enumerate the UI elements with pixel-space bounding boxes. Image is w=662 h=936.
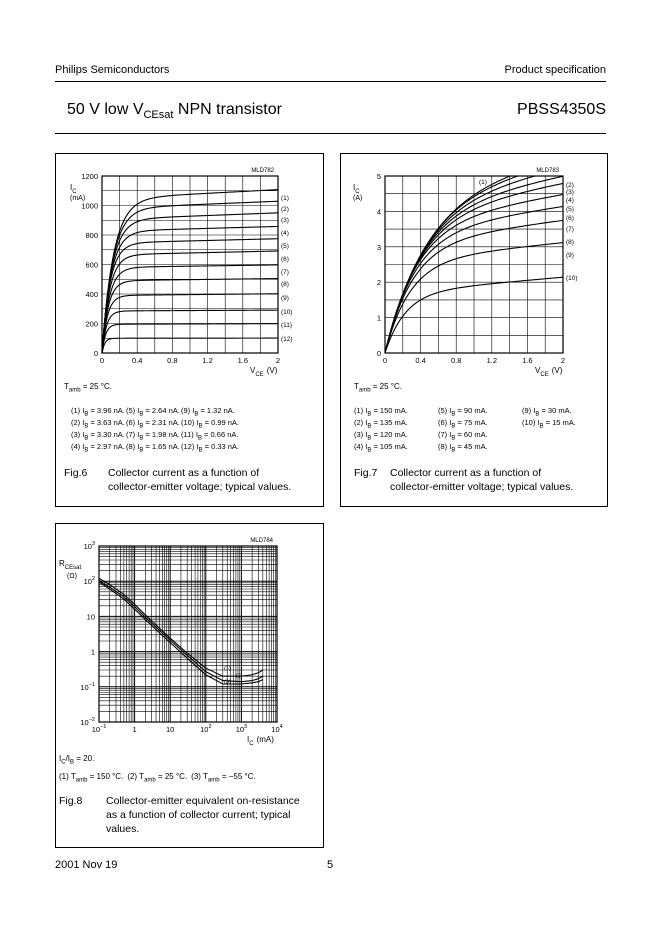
fig6-y-tick: 800 bbox=[85, 231, 98, 240]
cond-sub: amb bbox=[75, 777, 88, 784]
legend-sub: B bbox=[197, 435, 202, 442]
fig6-legend-item: (5) $I_B = 2.64$ nA. bbox=[126, 406, 180, 418]
cond-symbol: T bbox=[203, 772, 208, 781]
fig8-x-label-sub: C bbox=[249, 741, 254, 747]
fig6-curve-label-7: (7) bbox=[281, 269, 289, 276]
header-rule bbox=[55, 81, 606, 82]
fig7-x-tick: 0.8 bbox=[450, 356, 462, 365]
legend-value: = 0.33 nA. bbox=[202, 442, 240, 451]
fig7-grid bbox=[385, 176, 563, 353]
fig8-cond1-sub-b: B bbox=[70, 759, 75, 766]
legend-sub: B bbox=[451, 423, 456, 430]
part-number: PBSS4350S bbox=[517, 101, 606, 118]
fig8-cond1-i: I bbox=[59, 754, 62, 763]
fig8-y-tick-exp: 3 bbox=[91, 541, 95, 547]
fig6-legend-item: (2) $I_B = 3.63$ nA. bbox=[71, 418, 125, 430]
fig8-x-label bbox=[247, 735, 274, 747]
fig6-curve-label-8: (8) bbox=[281, 281, 289, 288]
fig7-legend-item: (8) $I_B = 45$ mA. bbox=[438, 442, 488, 454]
legend-number: (3) bbox=[354, 430, 364, 439]
fig6-code: MLD782 bbox=[251, 168, 274, 174]
fig8-cond1-slash: /I bbox=[65, 754, 71, 763]
fig7-legend-item: (6) $I_B = 75$ mA. bbox=[438, 418, 488, 430]
legend-sub: B bbox=[84, 447, 89, 454]
fig6-y-tick: 600 bbox=[85, 260, 98, 270]
fig7-legend-item: (1) $I_B = 150$ mA. bbox=[354, 406, 408, 418]
fig6-legend-item: (8) $I_B = 1.65$ nA. bbox=[126, 442, 180, 454]
fig6-legend-item: (12) $I_B = 0.33$ nA. bbox=[181, 442, 240, 454]
legend-sub: B bbox=[84, 423, 89, 430]
fig6-legend-item: (6) $I_B = 2.31$ nA. bbox=[126, 418, 180, 430]
cond-number: (1) bbox=[59, 772, 69, 781]
fig8-y-label bbox=[59, 559, 81, 571]
title-subscript: CEsat bbox=[143, 109, 174, 122]
fig6-y-label bbox=[70, 183, 77, 195]
fig6-y-tick: 0 bbox=[93, 349, 98, 358]
legend-number: (1) bbox=[354, 406, 364, 415]
fig7-curve-label-7: (7) bbox=[566, 226, 574, 233]
legend-sub: B bbox=[367, 423, 372, 430]
legend-number: (4) bbox=[71, 442, 81, 451]
legend-value: = 15 mA. bbox=[543, 418, 576, 427]
legend-value: = 45 mA. bbox=[455, 442, 488, 451]
company-name: Philips Semiconductors bbox=[55, 64, 170, 76]
fig6-curve-label-10: (10) bbox=[281, 309, 293, 316]
cond-number: (3) bbox=[191, 772, 201, 781]
legend-value: = 3.96 nA. bbox=[88, 406, 125, 415]
legend-number: (12) bbox=[181, 442, 195, 451]
document-title bbox=[67, 101, 282, 121]
fig8-caption-line-1: Collector-emitter equivalent on-resistance bbox=[106, 795, 300, 807]
fig8-x-label-symbol: I bbox=[247, 735, 250, 744]
fig7-cond-value: = 25 °C. bbox=[370, 382, 402, 391]
legend-number: (4) bbox=[354, 442, 364, 451]
fig8-y-label-symbol: R bbox=[59, 559, 65, 568]
legend-number: (5) bbox=[126, 406, 136, 415]
legend-number: (6) bbox=[438, 418, 448, 427]
fig6-cond-value: = 25 °C. bbox=[80, 382, 112, 391]
fig7-caption-line-1: Collector current as a function of bbox=[390, 467, 542, 479]
fig7-curve-label-6: (6) bbox=[566, 215, 574, 222]
fig8-x-tick-exp: −1 bbox=[100, 724, 107, 730]
legend-number: (6) bbox=[126, 418, 136, 427]
fig8-y-tick-exp: −2 bbox=[88, 717, 95, 723]
legend-sub: B bbox=[194, 411, 199, 418]
fig8-x-tick-base: 10 bbox=[166, 725, 175, 734]
fig8-x-tick bbox=[133, 725, 137, 734]
fig8-caption-number: Fig.8 bbox=[59, 795, 83, 807]
fig7-caption-number: Fig.7 bbox=[354, 467, 378, 479]
fig6-x-tick: 0.8 bbox=[167, 356, 178, 365]
fig6-legend-item: (3) $I_B = 3.30$ nA. bbox=[71, 430, 125, 442]
legend-sub: B bbox=[367, 435, 372, 442]
legend-sub: B bbox=[139, 435, 144, 442]
fig7-y-tick: 5 bbox=[376, 172, 381, 181]
fig8-y-tick-base: 10 bbox=[80, 718, 89, 727]
legend-number: (1) bbox=[71, 406, 81, 415]
cond-sub: amb bbox=[207, 777, 220, 784]
fig7-y-tick: 2 bbox=[376, 278, 381, 288]
legend-number: (7) bbox=[438, 430, 448, 439]
fig8-y-unit: (Ω) bbox=[67, 573, 77, 580]
legend-number: (9) bbox=[522, 406, 532, 415]
fig8-x-tick-exp: 2 bbox=[208, 724, 212, 730]
fig6-curve-label-11: (11) bbox=[281, 322, 293, 329]
fig8-x-tick-base: 10 bbox=[91, 725, 101, 734]
fig7-condition bbox=[354, 382, 402, 394]
fig6-x-label-symbol: V bbox=[250, 366, 256, 375]
legend-value: = 2.97 nA. bbox=[88, 442, 125, 451]
fig7-legend-item: (9) $I_B = 30$ mA. bbox=[522, 406, 572, 418]
fig6-curve-label-2: (2) bbox=[281, 206, 289, 213]
legend-sub: B bbox=[451, 411, 456, 418]
legend-value: = 2.31 nA. bbox=[143, 418, 180, 427]
fig8-x-tick bbox=[200, 724, 211, 734]
fig8-y-tick-base: 10 bbox=[86, 612, 95, 622]
legend-number: (5) bbox=[438, 406, 448, 415]
title-rule bbox=[55, 133, 606, 134]
fig7-x-tick: 2 bbox=[560, 356, 566, 365]
fig6-y-tick: 1000 bbox=[81, 201, 98, 211]
fig8-caption-line-3: values. bbox=[106, 823, 140, 835]
cond-sub: amb bbox=[144, 777, 156, 784]
legend-sub: B bbox=[451, 447, 456, 454]
figure-7-panel bbox=[340, 153, 608, 507]
fig7-y-tick: 1 bbox=[376, 313, 381, 323]
fig7-x-tick: 0.4 bbox=[415, 356, 426, 365]
fig6-caption-line-1: Collector current as a function of bbox=[108, 467, 260, 479]
legend-sub: B bbox=[84, 411, 89, 418]
fig6-y-tick: 200 bbox=[85, 319, 98, 329]
cond-number: (2) bbox=[127, 772, 138, 781]
fig8-y-tick bbox=[84, 576, 95, 586]
fig7-legend-item: (2) $I_B = 135$ mA. bbox=[354, 418, 408, 430]
cond-symbol: T bbox=[70, 772, 76, 781]
fig7-legend-item: (7) $I_B = 60$ mA. bbox=[438, 430, 488, 442]
fig8-y-tick bbox=[80, 682, 95, 692]
fig7-caption-line-2: collector-emitter voltage; typical values. bbox=[390, 481, 574, 493]
fig7-x-tick: 0 bbox=[382, 356, 388, 365]
legend-number: (10) bbox=[522, 418, 536, 427]
cond-value: = 25 °C. bbox=[155, 772, 188, 781]
fig6-cond-sub: amb bbox=[68, 387, 81, 394]
title-part-b: NPN transistor bbox=[173, 101, 282, 118]
fig6-x-tick: 2 bbox=[275, 356, 281, 365]
fig6-y-label-symbol: I bbox=[70, 183, 73, 192]
legend-value: = 60 mA. bbox=[455, 430, 488, 439]
fig7-curve-label-10: (10) bbox=[566, 275, 578, 282]
fig8-curve-label-3: (3) bbox=[223, 679, 231, 686]
fig8-x-tick-base: 1 bbox=[132, 725, 137, 734]
legend-number: (11) bbox=[181, 430, 194, 439]
fig8-y-tick-base: 10 bbox=[80, 682, 89, 692]
fig7-y-tick: 4 bbox=[376, 207, 381, 217]
fig6-curve-label-1: (1) bbox=[281, 195, 289, 202]
fig8-cond1-sub-c: C bbox=[61, 759, 66, 766]
fig7-curve-label-9: (9) bbox=[566, 252, 574, 259]
fig8-condition-2 bbox=[59, 772, 260, 784]
legend-value: = 0.66 nA. bbox=[201, 430, 239, 439]
legend-number: (8) bbox=[126, 442, 136, 451]
fig8-x-tick-base: 10 bbox=[235, 725, 245, 734]
fig7-curve-label-8: (8) bbox=[566, 239, 574, 246]
legend-number: (2) bbox=[71, 418, 81, 427]
fig6-curve-label-3: (3) bbox=[281, 217, 289, 224]
fig7-x-tick: 1.6 bbox=[522, 356, 533, 365]
fig8-grid bbox=[99, 546, 277, 722]
fig7-x-label-sub: CE bbox=[540, 372, 549, 378]
fig7-curve-label-2: (2) bbox=[566, 182, 574, 189]
legend-value: = 2.64 nA. bbox=[143, 406, 180, 415]
fig7-cond-symbol: T bbox=[354, 382, 359, 391]
fig6-curve-label-4: (4) bbox=[281, 230, 289, 237]
page-number: 5 bbox=[327, 859, 334, 871]
cond-symbol: T bbox=[139, 772, 145, 781]
fig7-legend-item: (10) $I_B = 15$ mA. bbox=[522, 418, 576, 430]
fig8-x-tick bbox=[92, 724, 107, 734]
figure-8-panel bbox=[55, 523, 324, 848]
fig8-y-label-sub: CEsat bbox=[64, 565, 82, 571]
legend-sub: B bbox=[198, 447, 203, 454]
fig7-y-tick: 3 bbox=[376, 242, 381, 252]
fig7-x-tick: 1.2 bbox=[486, 356, 498, 365]
fig8-y-tick-exp: −1 bbox=[88, 681, 95, 688]
fig8-code: MLD784 bbox=[250, 538, 273, 544]
fig6-x-tick: 1.2 bbox=[202, 356, 213, 365]
fig7-x-label-unit: (V) bbox=[551, 366, 563, 375]
legend-sub: B bbox=[367, 411, 372, 418]
legend-value: = 0.99 nA. bbox=[202, 418, 240, 427]
legend-value: = 1.65 nA. bbox=[143, 442, 180, 451]
fig8-cond1-value: = 20. bbox=[74, 754, 95, 763]
legend-number: (2) bbox=[354, 418, 364, 427]
fig8-x-tick bbox=[236, 724, 247, 734]
fig8-caption-line-2: as a function of collector current; typical bbox=[106, 809, 291, 821]
fig8-condition-item bbox=[59, 772, 124, 784]
fig8-condition-1 bbox=[59, 754, 94, 766]
fig8-x-tick bbox=[271, 724, 282, 734]
fig6-y-tick: 1200 bbox=[81, 172, 98, 181]
fig8-y-tick-base: 1 bbox=[90, 647, 95, 657]
legend-sub: B bbox=[84, 435, 89, 442]
fig6-x-label bbox=[250, 366, 278, 378]
title-part-a: 50 V low V bbox=[67, 101, 144, 118]
fig7-x-label-symbol: V bbox=[535, 366, 541, 375]
fig8-curve-label-1: (1) bbox=[223, 666, 231, 673]
fig8-y-tick-base: 10 bbox=[83, 542, 92, 551]
legend-value: = 30 mA. bbox=[539, 406, 572, 415]
legend-number: (9) bbox=[181, 406, 191, 415]
footer-date: 2001 Nov 19 bbox=[55, 859, 118, 871]
fig6-curve-label-12: (12) bbox=[281, 336, 293, 343]
fig8-condition-item bbox=[127, 772, 188, 784]
legend-value: = 1.32 nA. bbox=[198, 406, 235, 415]
fig7-code: MLD783 bbox=[536, 168, 559, 174]
legend-number: (8) bbox=[438, 442, 448, 451]
fig6-caption-line-2: collector-emitter voltage; typical values. bbox=[108, 481, 292, 493]
fig8-x-tick-exp: 4 bbox=[279, 724, 283, 730]
legend-value: = 105 mA. bbox=[371, 442, 408, 451]
fig6-cond-symbol: T bbox=[64, 382, 69, 391]
fig6-x-label-unit: (V) bbox=[266, 366, 278, 375]
legend-value: = 120 mA. bbox=[371, 430, 408, 439]
legend-value: = 90 mA. bbox=[455, 406, 488, 415]
fig7-cond-sub: amb bbox=[358, 387, 371, 394]
cond-value: = 150 °C. bbox=[87, 772, 124, 781]
fig6-caption-number: Fig.6 bbox=[64, 467, 88, 479]
fig8-x-tick-base: 10 bbox=[200, 725, 209, 734]
figure-6-panel bbox=[55, 153, 324, 507]
fig6-legend-item: (11) $I_B = 0.66$ nA. bbox=[181, 430, 239, 442]
legend-sub: B bbox=[139, 423, 144, 430]
fig7-legend-item: (5) $I_B = 90$ mA. bbox=[438, 406, 488, 418]
fig8-condition-item bbox=[191, 772, 256, 784]
fig6-legend-item: (9) $I_B = 1.32$ nA. bbox=[181, 406, 235, 418]
fig6-curve-label-5: (5) bbox=[281, 243, 289, 250]
fig7-curve-label-5: (5) bbox=[566, 206, 574, 213]
legend-number: (10) bbox=[181, 418, 195, 427]
legend-sub: B bbox=[139, 447, 144, 454]
fig6-x-tick: 0 bbox=[99, 356, 105, 365]
fig8-x-label-unit: (mA) bbox=[256, 735, 274, 744]
fig6-legend-item: (7) $I_B = 1.98$ nA. bbox=[126, 430, 180, 442]
fig6-curve-label-6: (6) bbox=[281, 256, 289, 263]
legend-sub: B bbox=[198, 423, 203, 430]
legend-value: = 3.63 nA. bbox=[88, 418, 125, 427]
fig6-curve-label-9: (9) bbox=[281, 295, 289, 302]
fig7-x-label bbox=[535, 366, 563, 378]
fig7-y-label-sub: C bbox=[355, 189, 360, 195]
legend-sub: B bbox=[367, 447, 372, 454]
fig7-legend-item: (4) $I_B = 105$ mA. bbox=[354, 442, 408, 454]
legend-value: = 75 mA. bbox=[455, 418, 488, 427]
fig6-x-label-sub: CE bbox=[255, 372, 264, 378]
fig8-curve-label-2: (2) bbox=[235, 673, 243, 680]
legend-value: = 150 mA. bbox=[371, 406, 408, 415]
legend-number: (3) bbox=[71, 430, 81, 439]
legend-sub: B bbox=[451, 435, 456, 442]
fig7-legend-item: (3) $I_B = 120$ mA. bbox=[354, 430, 408, 442]
fig6-x-tick: 1.6 bbox=[237, 356, 249, 365]
fig6-y-unit: (mA) bbox=[70, 195, 86, 202]
legend-value: = 3.30 nA. bbox=[88, 430, 125, 439]
legend-number: (7) bbox=[126, 430, 136, 439]
legend-sub: B bbox=[139, 411, 144, 418]
fig8-y-tick-base: 10 bbox=[83, 577, 92, 587]
fig6-y-tick: 400 bbox=[85, 290, 98, 299]
fig7-curve-label-4: (4) bbox=[566, 197, 574, 204]
cond-value: = −55 °C. bbox=[219, 772, 256, 781]
fig6-legend-item: (4) $I_B = 2.97$ nA. bbox=[71, 442, 125, 454]
legend-value: = 135 mA. bbox=[371, 418, 408, 427]
fig8-x-tick bbox=[166, 725, 174, 734]
fig6-x-tick: 0.4 bbox=[131, 356, 143, 365]
fig8-y-tick bbox=[91, 648, 95, 657]
fig7-curve-label-1: (1) bbox=[479, 179, 487, 186]
legend-value: = 1.98 nA. bbox=[143, 430, 180, 439]
legend-sub: B bbox=[535, 411, 540, 418]
fig6-legend-item: (10) $I_B = 0.99$ nA. bbox=[181, 418, 240, 430]
fig8-x-tick-base: 10 bbox=[271, 725, 280, 734]
fig7-y-label bbox=[353, 183, 360, 195]
fig8-y-tick bbox=[84, 541, 95, 551]
fig7-curve-label-3: (3) bbox=[566, 189, 574, 196]
fig8-plot-frame bbox=[99, 546, 277, 722]
fig6-condition bbox=[64, 382, 112, 394]
document-type: Product specification bbox=[504, 64, 606, 76]
fig7-y-tick: 0 bbox=[376, 349, 381, 358]
fig6-legend-item: (1) $I_B = 3.96$ nA. bbox=[71, 406, 125, 418]
fig6-y-label-sub: C bbox=[72, 189, 77, 195]
fig8-y-tick-exp: 2 bbox=[91, 576, 95, 583]
fig7-y-label-symbol: I bbox=[353, 183, 356, 192]
fig8-x-tick-exp: 3 bbox=[244, 724, 248, 730]
fig7-y-unit: (A) bbox=[353, 195, 363, 202]
fig8-y-tick bbox=[87, 612, 95, 621]
legend-sub: B bbox=[539, 423, 544, 430]
